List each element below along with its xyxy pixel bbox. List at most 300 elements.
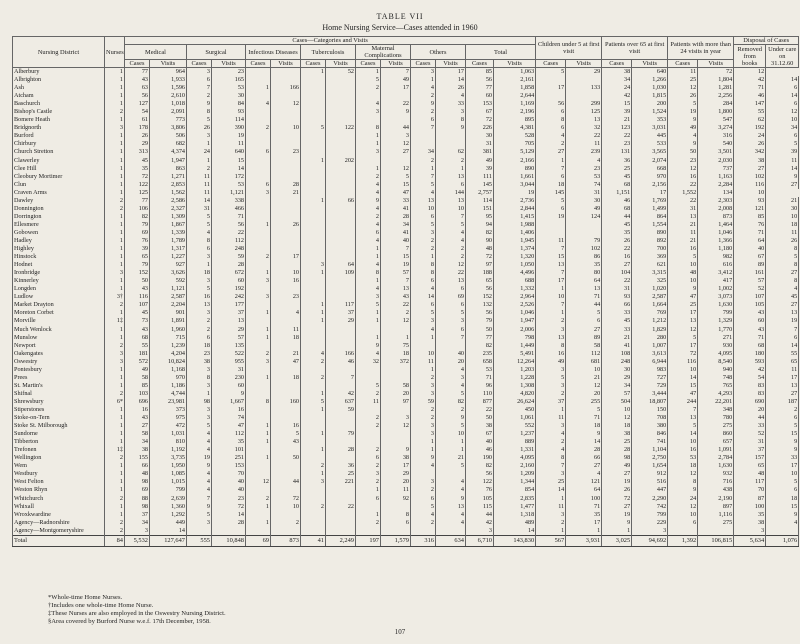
table-cell: [381, 438, 411, 446]
table-cell: [326, 108, 356, 116]
table-cell: 69: [436, 293, 466, 301]
table-cell: 9: [381, 446, 411, 454]
table-cell: 7: [536, 462, 566, 470]
table-cell: 16: [668, 245, 698, 253]
table-cell: 72: [466, 116, 494, 124]
table-row: [13, 503, 799, 511]
table-cell: [436, 342, 466, 350]
table-cell: [326, 519, 356, 527]
district-name: Ash: [13, 84, 105, 92]
table-cell: [246, 197, 271, 205]
table-cell: 1: [411, 446, 436, 454]
table-cell: 43: [125, 285, 150, 293]
table-cell: 2,327: [150, 205, 187, 213]
table-cell: [301, 173, 326, 181]
table-cell: 97: [381, 398, 411, 406]
table-cell: 1,332: [494, 285, 536, 293]
table-cell: 2: [105, 390, 125, 398]
table-cell: 19: [187, 454, 212, 462]
table-cell: 348: [698, 406, 734, 414]
table-cell: 31: [734, 438, 766, 446]
table-cell: 71: [566, 414, 602, 422]
table-cell: 108: [602, 350, 632, 358]
table-cell: 4: [356, 261, 381, 269]
table-cell: 153: [466, 100, 494, 108]
table-cell: [271, 237, 301, 245]
table-cell: 592: [150, 277, 187, 285]
table-cell: 1,186: [150, 382, 187, 390]
table-cell: 506: [150, 132, 187, 140]
table-cell: 727: [632, 374, 668, 382]
table-cell: 1,212: [632, 317, 668, 325]
table-cell: 50: [466, 414, 494, 422]
header-medical: Medical: [125, 45, 187, 60]
table-cell: 103: [125, 390, 150, 398]
table-cell: 53: [466, 366, 494, 374]
table-cell: 890: [632, 229, 668, 237]
table-cell: 1: [436, 438, 466, 446]
table-cell: 19: [668, 108, 698, 116]
table-cell: 30: [212, 92, 246, 100]
table-cell: [246, 317, 271, 325]
table-cell: 2: [356, 422, 381, 430]
table-cell: 12: [734, 68, 766, 77]
table-cell: 668: [632, 165, 668, 173]
table-cell: 3: [187, 68, 212, 77]
table-cell: [356, 430, 381, 438]
table-cell: 121: [566, 478, 602, 486]
table-cell: 3: [187, 309, 212, 317]
table-cell: 742: [632, 503, 668, 511]
table-cell: 23: [271, 148, 301, 156]
table-cell: 1: [246, 84, 271, 92]
table-cell: 13: [381, 285, 411, 293]
table-cell: 95: [466, 213, 494, 221]
table-cell: 2: [411, 245, 436, 253]
table-cell: 44: [271, 478, 301, 486]
table-cell: 28: [212, 519, 246, 527]
table-cell: 1,960: [150, 326, 187, 334]
table-cell: 70: [734, 486, 766, 494]
table-cell: 42: [326, 390, 356, 398]
table-cell: 98: [187, 398, 212, 406]
table-cell: 10: [536, 293, 566, 301]
table-cell: 93: [734, 197, 766, 205]
table-cell: 90: [466, 237, 494, 245]
table-cell: 449: [150, 519, 187, 527]
total-row: [13, 535, 799, 546]
table-cell: 1: [105, 285, 125, 293]
table-cell: 369: [632, 253, 668, 261]
table-cell: 1,061: [494, 414, 536, 422]
table-cell: 6: [766, 132, 799, 140]
table-cell: 177: [212, 301, 246, 309]
table-cell: 52: [326, 68, 356, 77]
table-cell: 133: [566, 84, 602, 92]
table-cell: 66: [125, 462, 150, 470]
table-cell: 3: [411, 430, 436, 438]
table-cell: 15: [381, 253, 411, 261]
table-cell: [668, 527, 698, 536]
table-cell: [411, 342, 436, 350]
table-cell: 11: [411, 358, 436, 366]
table-cell: 700: [632, 245, 668, 253]
table-cell: 2: [436, 406, 466, 414]
table-cell: 8: [411, 261, 436, 269]
table-cell: 56: [536, 100, 566, 108]
table-cell: 44: [466, 511, 494, 519]
table-cell: [356, 438, 381, 446]
table-cell: 27: [566, 326, 602, 334]
table-cell: 15: [212, 157, 246, 165]
table-cell: [326, 100, 356, 108]
table-cell: 27: [602, 470, 632, 478]
header-others: Others: [411, 45, 466, 60]
table-cell: 5: [766, 140, 799, 148]
table-cell: 34: [125, 519, 150, 527]
table-row: [13, 197, 799, 205]
table-cell: 145: [536, 189, 566, 197]
table-cell: 30: [602, 366, 632, 374]
table-cell: 106,815: [698, 535, 734, 546]
district-name: Ironbridge: [13, 269, 105, 277]
table-cell: 62: [436, 148, 466, 156]
table-cell: [326, 438, 356, 446]
table-cell: [326, 221, 356, 229]
header-home: Nursing District: [13, 37, 105, 68]
table-cell: 299: [566, 100, 602, 108]
table-cell: [246, 237, 271, 245]
table-cell: 26: [125, 132, 150, 140]
table-cell: 8: [536, 454, 566, 462]
table-cell: 18: [536, 181, 566, 189]
table-cell: 100: [566, 494, 602, 502]
subheader-row: [13, 60, 799, 68]
table-cell: 12,264: [494, 358, 536, 366]
table-cell: 927: [150, 261, 187, 269]
table-cell: [301, 511, 326, 519]
table-cell: 13: [212, 317, 246, 325]
table-cell: 11: [668, 68, 698, 77]
table-cell: 7: [536, 301, 566, 309]
table-cell: [271, 486, 301, 494]
table-cell: 7: [187, 84, 212, 92]
table-row: [13, 253, 799, 261]
table-cell: [271, 462, 301, 470]
table-cell: 6: [436, 301, 466, 309]
district-name: Munslow: [13, 334, 105, 342]
table-cell: 39: [602, 108, 632, 116]
table-cell: 14: [566, 438, 602, 446]
table-cell: [246, 132, 271, 140]
table-cell: 97: [466, 261, 494, 269]
table-cell: [246, 382, 271, 390]
table-cell: 22: [566, 132, 602, 140]
table-cell: 13: [566, 285, 602, 293]
table-cell: 26,624: [494, 398, 536, 406]
table-cell: 4,095: [494, 454, 536, 462]
table-cell: 1: [301, 157, 326, 165]
table-cell: 1,309: [150, 213, 187, 221]
header-disposal: Disposal of Cases: [734, 37, 799, 45]
table-cell: 19: [381, 261, 411, 269]
table-cell: 10: [734, 189, 766, 197]
table-row: [13, 132, 799, 140]
table-cell: [566, 221, 602, 229]
table-cell: 2,586: [150, 197, 187, 205]
table-cell: [356, 406, 381, 414]
table-cell: 1,020: [632, 285, 668, 293]
table-cell: 6: [536, 173, 566, 181]
table-cell: 895: [494, 116, 536, 124]
table-cell: 9: [411, 100, 436, 108]
table-cell: 9: [381, 108, 411, 116]
table-cell: 7: [381, 245, 411, 253]
table-cell: [212, 527, 246, 536]
table-cell: [326, 116, 356, 124]
table-cell: 4,744: [150, 390, 187, 398]
table-cell: [381, 430, 411, 438]
table-cell: 58: [125, 430, 150, 438]
table-cell: 27: [125, 422, 150, 430]
table-cell: 1: [566, 527, 602, 536]
table-cell: 68: [734, 342, 766, 350]
table-cell: 152: [125, 269, 150, 277]
district-name: Whitchurch: [13, 494, 105, 502]
table-cell: 1: [105, 213, 125, 221]
table-cell: 18: [668, 462, 698, 470]
table-cell: [326, 92, 356, 100]
table-cell: 6: [411, 494, 436, 502]
table-cell: [301, 213, 326, 221]
table-cell: 2: [411, 406, 436, 414]
table-cell: 4: [187, 438, 212, 446]
district-name: Wem: [13, 462, 105, 470]
table-cell: 2: [105, 454, 125, 462]
table-cell: 45: [766, 293, 799, 301]
table-cell: [326, 84, 356, 92]
district-name: Moreton Corbet: [13, 309, 105, 317]
table-cell: 71: [734, 229, 766, 237]
table-cell: 124: [566, 213, 602, 221]
table-cell: 105: [466, 494, 494, 502]
table-cell: 166: [271, 84, 301, 92]
table-cell: 18: [187, 269, 212, 277]
subheader-cases: Cases: [187, 60, 212, 68]
table-cell: 4,293: [698, 390, 734, 398]
table-cell: 47: [212, 422, 246, 430]
table-cell: 4: [187, 430, 212, 438]
table-cell: 5: [436, 309, 466, 317]
district-name: Wellington: [13, 454, 105, 462]
table-cell: 1: [356, 511, 381, 519]
table-cell: 92: [381, 494, 411, 502]
table-cell: 9: [356, 342, 381, 350]
table-cell: 1,292: [150, 511, 187, 519]
table-cell: 85: [466, 68, 494, 77]
table-cell: 85: [734, 213, 766, 221]
table-cell: 16: [271, 422, 301, 430]
table-cell: 1: [246, 454, 271, 462]
table-cell: 48: [734, 470, 766, 478]
table-cell: 1,667: [212, 398, 246, 406]
table-cell: 21: [602, 116, 632, 124]
table-cell: 489: [494, 519, 536, 527]
table-cell: 56: [212, 221, 246, 229]
table-cell: 5,532: [125, 535, 150, 546]
table-row: [13, 148, 799, 156]
table-cell: 3: [187, 253, 212, 261]
table-cell: [246, 173, 271, 181]
table-cell: 60: [212, 382, 246, 390]
table-cell: 522: [212, 350, 246, 358]
table-cell: 1,344: [494, 478, 536, 486]
table-cell: 555: [187, 535, 212, 546]
table-row: [13, 221, 799, 229]
table-cell: [271, 446, 301, 454]
table-cell: 2,610: [150, 92, 187, 100]
table-cell: 2,303: [698, 197, 734, 205]
table-row: [13, 446, 799, 454]
table-cell: 10: [668, 438, 698, 446]
district-name: Atcham: [13, 92, 105, 100]
table-cell: 1,046: [494, 309, 536, 317]
table-cell: 33: [602, 326, 632, 334]
table-cell: 79: [125, 261, 150, 269]
table-cell: 4: [436, 478, 466, 486]
header-nurses: Nurses: [105, 37, 125, 68]
table-cell: 748: [698, 374, 734, 382]
table-row: [13, 454, 799, 462]
table-cell: 12: [668, 84, 698, 92]
table-cell: 6*: [105, 398, 125, 406]
table-cell: [356, 116, 381, 124]
table-cell: 49: [125, 366, 150, 374]
table-cell: 3: [381, 414, 411, 422]
table-cell: 98: [125, 478, 150, 486]
table-cell: 7: [436, 334, 466, 342]
table-cell: 2: [105, 519, 125, 527]
table-cell: 27: [766, 301, 799, 309]
table-cell: 5: [536, 68, 566, 77]
table-cell: 9: [766, 446, 799, 454]
table-cell: 7: [187, 494, 212, 502]
table-cell: 77: [466, 334, 494, 342]
table-cell: 122: [326, 124, 356, 132]
table-cell: 2,644: [494, 92, 536, 100]
table-cell: [326, 245, 356, 253]
table-cell: [271, 76, 301, 84]
table-cell: 66: [566, 454, 602, 462]
table-cell: 7: [536, 245, 566, 253]
table-cell: 56: [466, 76, 494, 84]
table-cell: 40: [466, 438, 494, 446]
table-cell: 1,524: [632, 108, 668, 116]
table-cell: 715: [150, 334, 187, 342]
table-cell: 89: [566, 334, 602, 342]
table-cell: 7: [381, 68, 411, 77]
table-cell: 1,339: [150, 229, 187, 237]
table-row: [13, 438, 799, 446]
table-cell: 41: [381, 229, 411, 237]
table-cell: 6: [536, 205, 566, 213]
table-cell: 16: [602, 253, 632, 261]
table-cell: 5: [668, 253, 698, 261]
table-cell: 2,284: [698, 181, 734, 189]
table-cell: 2,736: [494, 197, 536, 205]
table-cell: 1: [246, 221, 271, 229]
header-children: Children under 5 at first visit: [536, 37, 602, 60]
table-cell: 2: [246, 494, 271, 502]
table-cell: 1,015: [150, 478, 187, 486]
table-cell: 12: [668, 165, 698, 173]
table-cell: 8: [187, 374, 212, 382]
table-cell: 634: [436, 535, 466, 546]
table-cell: 57: [381, 269, 411, 277]
table-cell: [381, 116, 411, 124]
table-cell: 6: [668, 519, 698, 527]
table-cell: 2: [301, 374, 326, 382]
table-cell: 127,647: [150, 535, 187, 546]
table-cell: 1,770: [698, 326, 734, 334]
table-cell: 29: [566, 68, 602, 77]
table-cell: 5: [536, 374, 566, 382]
table-cell: 60: [212, 277, 246, 285]
table-row: [13, 245, 799, 253]
table-cell: 16: [668, 173, 698, 181]
table-cell: 3: [125, 527, 150, 536]
table-cell: 1: [356, 486, 381, 494]
table-cell: 1,406: [494, 229, 536, 237]
table-cell: 5,129: [494, 148, 536, 156]
table-cell: 49: [466, 157, 494, 165]
table-cell: 1: [356, 277, 381, 285]
district-name: Oswestry: [13, 358, 105, 366]
table-cell: 1,209: [494, 470, 536, 478]
table-cell: 4: [301, 350, 326, 358]
table-cell: 15: [766, 430, 799, 438]
table-cell: 3: [381, 132, 411, 140]
table-cell: [356, 92, 381, 100]
table-cell: 52: [734, 430, 766, 438]
table-cell: 516: [632, 478, 668, 486]
table-cell: 12: [436, 261, 466, 269]
district-name: Cleobury Mortimer: [13, 173, 105, 181]
table-cell: 181: [125, 350, 150, 358]
table-cell: 1,415: [494, 213, 536, 221]
home-nursing-table: [12, 36, 799, 547]
table-cell: 2: [246, 350, 271, 358]
table-cell: 30: [766, 205, 799, 213]
table-cell: 8,540: [698, 358, 734, 366]
table-cell: 9: [187, 100, 212, 108]
table-cell: [271, 165, 301, 173]
district-name: Agency—Montgomeryshire: [13, 527, 105, 536]
table-cell: 35: [125, 165, 150, 173]
table-cell: 275: [698, 422, 734, 430]
table-cell: 11: [536, 503, 566, 511]
table-cell: 42: [602, 92, 632, 100]
table-cell: 71: [734, 334, 766, 342]
district-name: Clee Hill: [13, 165, 105, 173]
table-cell: 10: [271, 269, 301, 277]
table-cell: 10: [271, 124, 301, 132]
table-cell: 96: [466, 382, 494, 390]
table-cell: 1,228: [494, 374, 536, 382]
table-cell: 3: [356, 148, 381, 156]
table-cell: 38: [381, 454, 411, 462]
table-cell: [271, 92, 301, 100]
